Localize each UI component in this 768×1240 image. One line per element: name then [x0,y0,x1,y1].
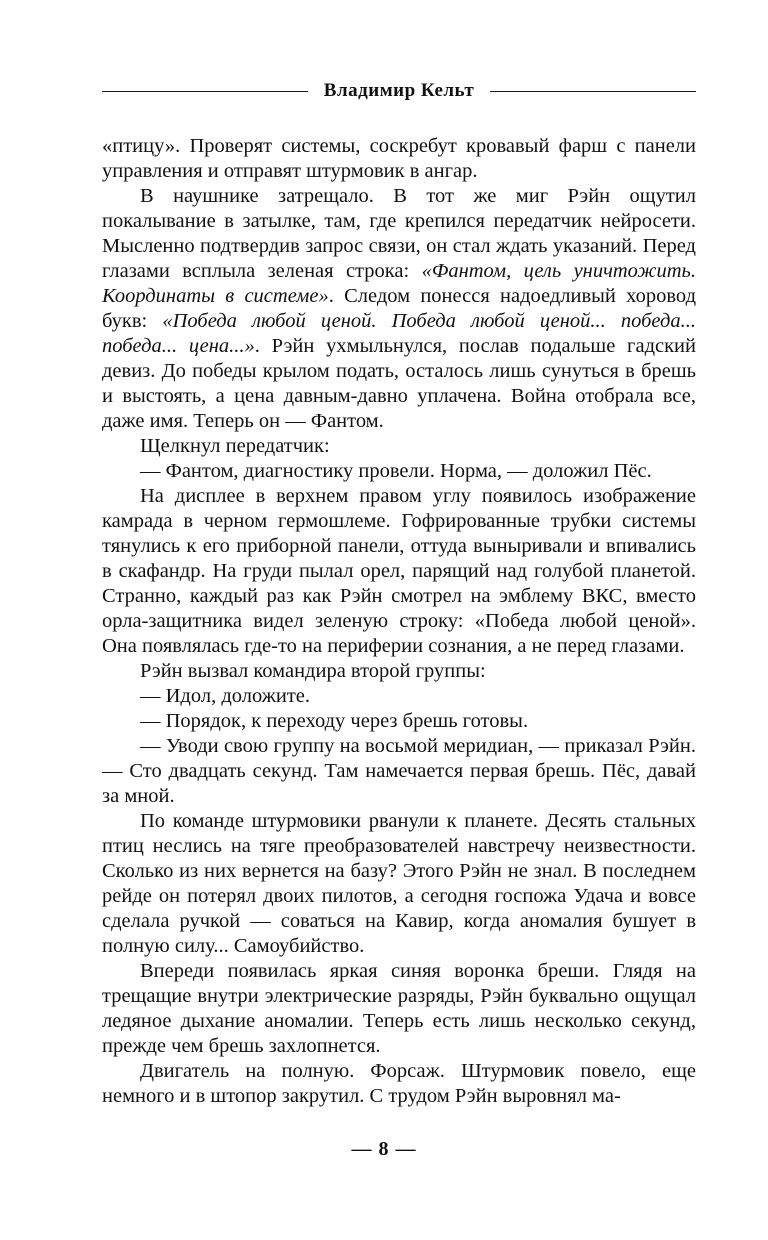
text-run: — Идол, доложите. [140,685,311,707]
paragraph [102,959,696,1059]
paragraph [102,659,696,684]
text-run: Двигатель на полную. Форсаж. Штурмовик повело, еще немного и в штопор закрутил. С трудом Рэйн выровнял ма- [102,1060,696,1107]
paragraph [102,709,696,734]
paragraph [102,1059,696,1109]
body-text [102,134,696,1109]
italic-run: «Фантом, цель уничтожить. Координаты в системе» [102,260,696,307]
paragraph [102,809,696,959]
running-head [102,80,696,102]
text-run: Впереди появилась яркая синяя воронка бреши. Глядя на трещащие внутри электрические разряды, Рэйн буквально ощущал ледяное дыхание аномалии. Теперь есть лишь несколько секунд, прежде чем брешь захлопнется. [102,960,696,1057]
text-run: . Рэйн ухмыльнулся, послав подальше гадский девиз. До победы крылом подать, осталось лишь сунуться в брешь и выстоять, а цена давным-давно уплачена. Война отобрала все, даже имя. Теперь он — Фантом. [102,335,696,432]
text-run: В наушнике затрещало. В тот же миг Рэйн ощутил покалывание в затылке, там, где крепился передатчик нейросети. Мысленно подтвердив запрос связи, он стал ждать указаний. Перед глазами всплыла зеленая строка: [102,185,696,282]
header-rule-right [490,91,696,92]
text-run: — Порядок, к переходу через брешь готовы. [140,710,529,732]
paragraph [102,684,696,709]
text-run: Рэйн вызвал командира второй группы: [140,660,486,682]
paragraph [102,459,696,484]
paragraph [102,434,696,459]
running-head-author: Владимир Кельт [323,80,475,101]
text-run: По команде штурмовики рванули к планете. Десять стальных птиц неслись на тяге преобразователей навстречу неизвестности. Сколько из них вернется на базу? Этого Рэйн не знал. В последнем рейде он потерял двоих пилотов, а сегодня госпожа Удача и вовсе сделала ручкой — соваться на Кавир, когда аномалия бушует в полную силу... Самоубийство. [102,810,696,957]
italic-run: «Победа любой ценой. Победа любой ценой... победа... победа... цена...» [102,310,697,357]
header-rule-left [102,91,308,92]
text-run: Щелкнул передатчик: [140,435,330,457]
paragraph [102,734,696,809]
text-run: — Уводи свою группу на восьмой меридиан, — приказал Рэйн. — Сто двадцать секунд. Там намечается первая брешь. Пёс, давай за мной. [102,735,696,807]
text-run: . Следом понесся надоедливый хоровод букв: [102,285,696,332]
text-run: «птицу». Проверят системы, соскребут кровавый фарш с панели управления и отправят штурмовик в ангар. [102,135,696,182]
paragraph [102,134,696,184]
page-number: — 8 — [351,1138,417,1160]
text-run: На дисплее в верхнем правом углу появилось изображение камрада в черном гермошлеме. Гофрированные трубки системы тянулись к его приборной панели, оттуда выныривали и впивались в скафандр. На груди пылал орел, парящий над голубой планетой. Странно, каждый раз как Рэйн смотрел на эмблему ВКС, вместо орла-защитника видел зеленую строку: «Победа любой ценой». Она появлялась где-то на периферии сознания, а не перед глазами. [102,485,696,657]
text-run: — Фантом, диагностику провели. Норма, — доложил Пёс. [140,460,652,482]
paragraph [102,484,696,659]
paragraph [102,184,696,434]
